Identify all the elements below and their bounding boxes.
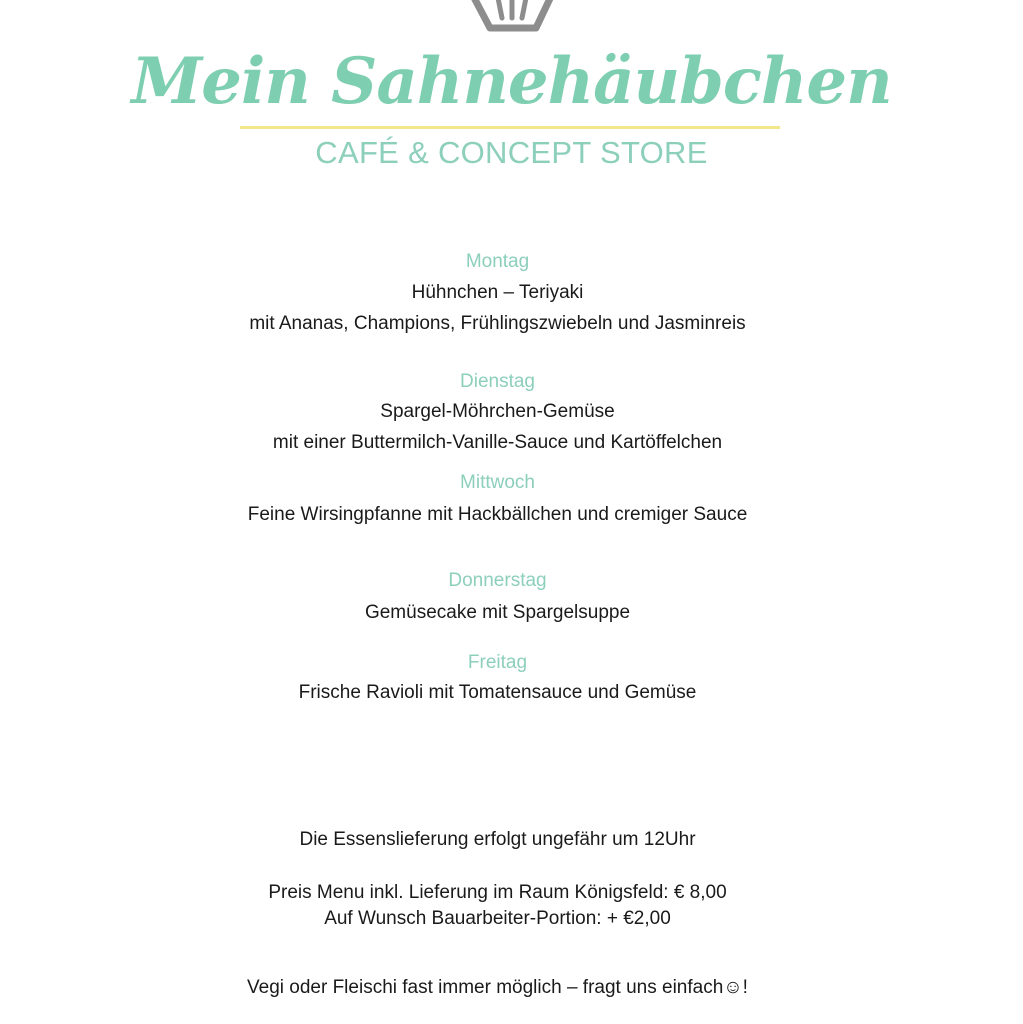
- dish-dienstag-sides: mit einer Buttermilch-Vanille-Sauce und Kartöffelchen: [272, 432, 723, 453]
- cupcake-cream-icon: [462, 0, 562, 40]
- extra-portion-note: Auf Wunsch Bauarbeiter-Portion: + €2,00: [324, 908, 671, 929]
- brand-title: Mein Sahnehäubchen: [131, 44, 892, 119]
- dish-montag-main: Hühnchen – Teriyaki: [411, 282, 584, 303]
- veggie-note: Vegi oder Fleischi fast immer möglich – fragt uns einfach☺!: [247, 977, 748, 998]
- day-heading-freitag: Freitag: [467, 652, 528, 673]
- dish-freitag-main: Frische Ravioli mit Tomatensauce und Gemüse: [298, 682, 697, 703]
- dish-donnerstag-main: Gemüsecake mit Spargelsuppe: [364, 602, 631, 623]
- dish-mittwoch-main: Feine Wirsingpfanne mit Hackbällchen und cremiger Sauce: [247, 504, 748, 525]
- brand-underline: [240, 126, 780, 129]
- day-heading-donnerstag: Donnerstag: [448, 570, 547, 591]
- dish-dienstag-main: Spargel-Möhrchen-Gemüse: [380, 401, 615, 422]
- day-heading-montag: Montag: [465, 251, 530, 272]
- day-heading-mittwoch: Mittwoch: [460, 472, 535, 493]
- brand-subtitle: CAFÉ & CONCEPT STORE: [315, 135, 708, 170]
- price-note: Preis Menu inkl. Lieferung im Raum Königsfeld: € 8,00: [268, 882, 727, 903]
- delivery-time-note: Die Essenslieferung erfolgt ungefähr um 12Uhr: [299, 829, 696, 850]
- dish-montag-sides: mit Ananas, Champions, Frühlingszwiebeln und Jasminreis: [249, 313, 746, 334]
- day-heading-dienstag: Dienstag: [460, 371, 535, 392]
